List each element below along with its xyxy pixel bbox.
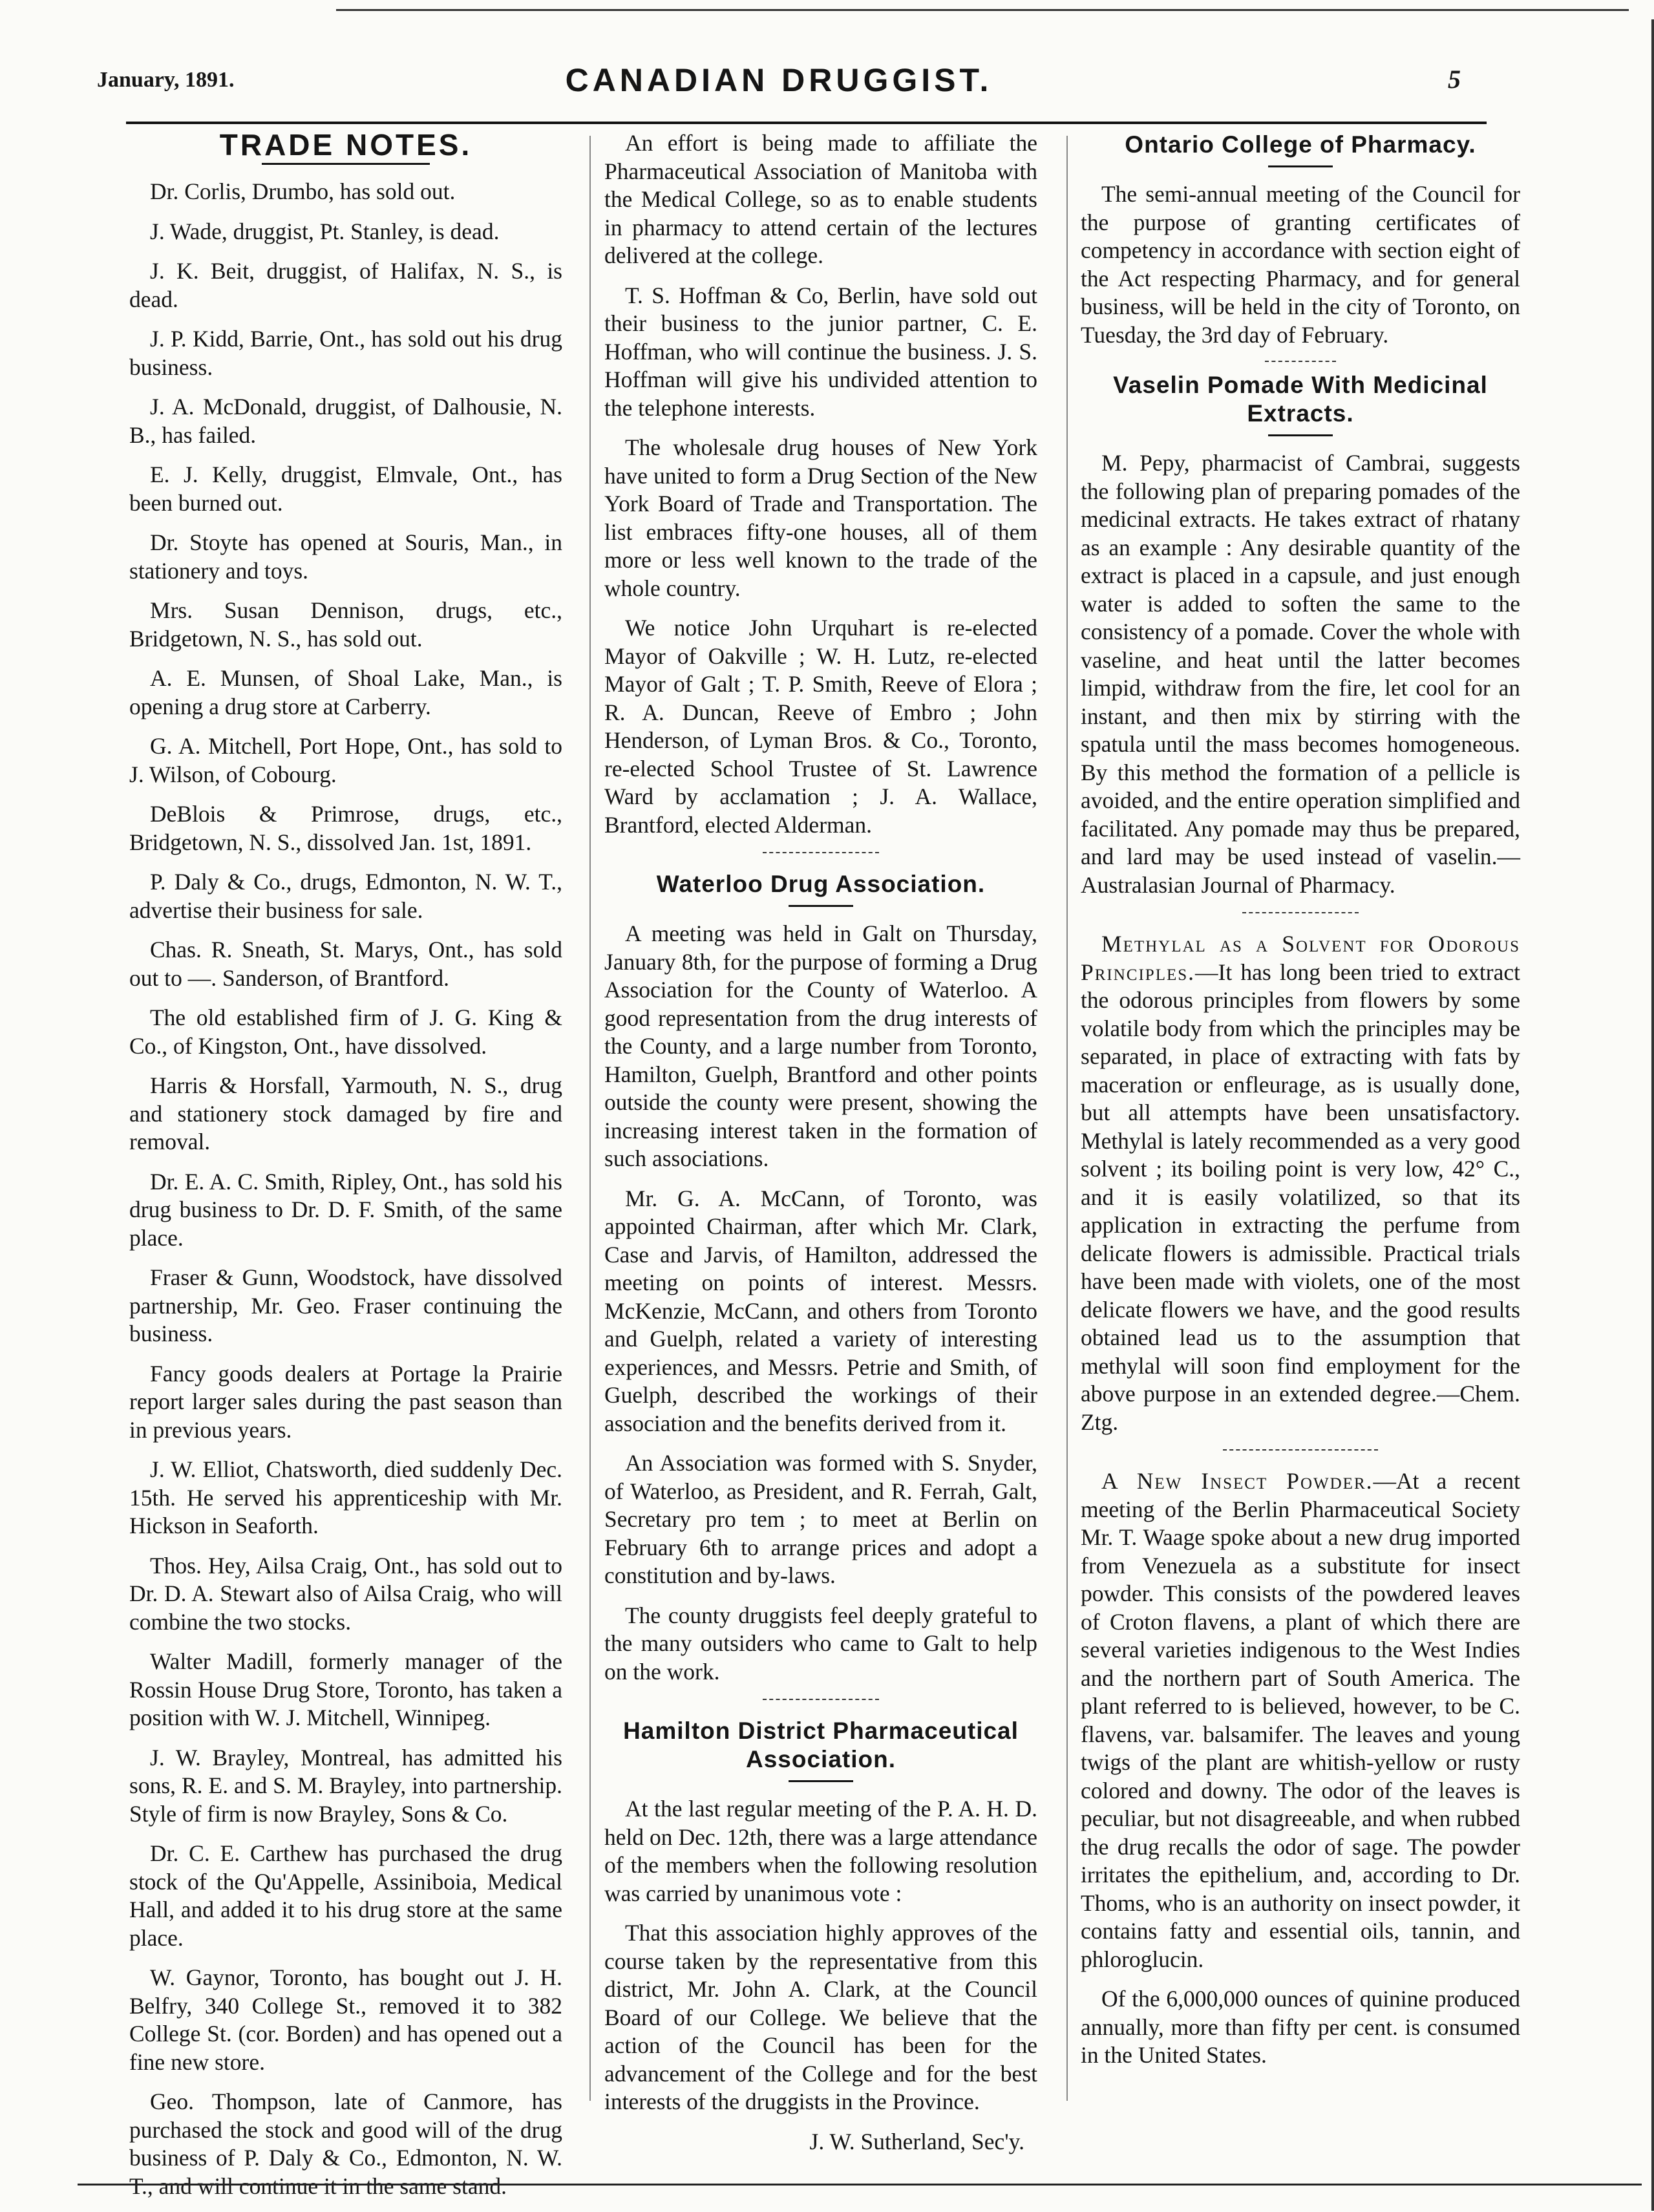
trade-notes-heading: TRADE NOTES. — [219, 128, 472, 162]
trade-note: Fancy goods dealers at Portage la Prairie report larger sales during the past season than in previous years. — [129, 1360, 562, 1443]
waterloo-paragraph: The county druggists feel deeply grateful to the many outsiders who came to Galt to help on the work. — [604, 1602, 1037, 1685]
trade-note: J. P. Kidd, Barrie, Ont., has sold out his drug business. — [129, 326, 562, 380]
news-paragraph: The wholesale drug houses of New York have united to form a Drug Section of the New York Board of Trade and Transportation. The list embraces fifty-one houses, all of them more or less well known to the trade of the whole country. — [604, 434, 1037, 601]
waterloo-heading: Waterloo Drug Association. — [656, 871, 986, 897]
section-separator — [1223, 1449, 1378, 1451]
trade-note: Chas. R. Sneath, St. Marys, Ont., has sold out to —. Sanderson, of Brantford. — [129, 937, 562, 991]
insect-powder-title: A New Insect Powder. — [1101, 1468, 1373, 1494]
trade-note: Dr. Stoyte has opened at Souris, Man., in stationery and toys. — [129, 529, 562, 584]
methylal-title: Methylal as a Solvent for Odorous Principles. — [1081, 931, 1520, 985]
column-divider — [589, 136, 591, 2101]
section-separator — [1265, 361, 1336, 362]
insect-powder-body: —At a recent meeting of the Berlin Pharmaceutical Society Mr. T. Waage spoke about a new drug imported from Venezuela as a substitute for insect powder. This consists of the powdered leaves of Croton flavens, a plant of which there are several varieties indigenous to the West Indies and the northern part of South America. The plant referred to is believed, however, to be C. flavens, var. balsamifer. The leaves and young twigs of the plant are whitish-yellow or rusty colored and downy. The odor of the leaves is peculiar, but not disagreeable, and when rubbed the drug recalls the odor of sage. The powder irritates the epithelium, and, according to Dr. Thoms, who is an authority on insect powder, it contains fatty and essential oils, tannin, and phloroglucin. — [1081, 1468, 1520, 1972]
hamilton-heading: Hamilton District Pharmaceutical Association. — [623, 1717, 1019, 1772]
news-paragraph: We notice John Urquhart is re-elected Mayor of Oakville ; W. H. Lutz, re-elected Mayor of Galt ; T. P. Smith, Reeve of Elora ; R. A. Duncan, Reeve of Embro ; John Henderson, of Lyman Bros. & Co., Toronto, re-elected School Trustee of St. Lawrence Ward by acclamation ; J. A. Wallace, Brantford, elected Alderman. — [604, 615, 1037, 838]
column-trade-notes — [129, 129, 562, 2212]
trade-note: A. E. Munsen, of Shoal Lake, Man., is opening a drug store at Carberry. — [129, 665, 562, 719]
trade-note: The old established firm of J. G. King & Co., of Kingston, Ont., have dissolved. — [129, 1005, 562, 1059]
news-paragraph: T. S. Hoffman & Co, Berlin, have sold out their business to the junior partner, C. E. Hoffman, who will continue the business. J. S. Hoffman will give his undivided attention to the telephone interests. — [604, 282, 1037, 421]
scan-bottom-edge — [78, 2184, 1642, 2185]
trade-note: Dr. C. E. Carthew has purchased the drug stock of the Qu'Appelle, Assiniboia, Medical Hall, and added it to his drug store at the same place. — [129, 1840, 562, 1951]
heading-rule — [789, 905, 853, 907]
hamilton-paragraph: At the last regular meeting of the P. A. H. D. held on Dec. 12th, there was a large attendance of the members when the following resolution was carried by unanimous vote : — [604, 1796, 1037, 1906]
column-middle — [604, 129, 1037, 2167]
header-rule — [126, 122, 1487, 124]
trade-note: J. A. McDonald, druggist, of Dalhousie, N. B., has failed. — [129, 394, 562, 448]
page-header — [97, 61, 1461, 120]
waterloo-paragraph: Mr. G. A. McCann, of Toronto, was appointed Chairman, after which Mr. Clark, Case and Jarvis, of Hamilton, addressed the meeting on points of interest. Messrs. McKenzie, McCann, and others from Toronto and Guelph, related a variety of interesting experiences, and Messrs. Petrie and Smith, of Guelph, described the workings of their association and the benefits derived from it. — [604, 1185, 1037, 1436]
trade-note: Geo. Thompson, late of Canmore, has purchased the stock and good will of the drug business of P. Daly & Co., Edmonton, N. W. T., and will continue it in the same stand. — [129, 2089, 562, 2199]
section-separator — [763, 852, 879, 853]
heading-rule — [262, 163, 430, 165]
trade-note: Fraser & Gunn, Woodstock, have dissolved partnership, Mr. Geo. Fraser continuing the business. — [129, 1264, 562, 1346]
column-divider — [1066, 136, 1068, 2101]
scan-right-edge — [1651, 19, 1654, 2211]
header-date: January, 1891. — [97, 68, 235, 92]
heading-rule — [1268, 165, 1333, 167]
trade-note: Thos. Hey, Ailsa Craig, Ont., has sold out to Dr. D. A. Stewart also of Ailsa Craig, who will combine the two stocks. — [129, 1552, 562, 1635]
methylal-paragraph — [1081, 930, 1520, 1436]
column-right — [1081, 129, 1520, 2081]
hamilton-signature: J. W. Sutherland, Sec'y. — [809, 2128, 1024, 2154]
trade-note: Harris & Horsfall, Yarmouth, N. S., drug and stationery stock damaged by fire and removal. — [129, 1072, 562, 1154]
waterloo-paragraph: An Association was formed with S. Snyder, of Waterloo, as President, and R. Ferrah, Galt, Secretary pro tem ; to meet at Berlin on February 6th to arrange prices and adopt a constitution and by-laws. — [604, 1450, 1037, 1588]
trade-note: Mrs. Susan Dennison, drugs, etc., Bridgetown, N. S., has sold out. — [129, 597, 562, 652]
hamilton-paragraph: That this association highly approves of the course taken by the representative from this district, Mr. John A. Clark, at the Council Board of our College. We believe that the action of the Council has been for the advancement of the College and for the best interests of the druggists in the Province. — [604, 1920, 1037, 2114]
trade-note: J. Wade, druggist, Pt. Stanley, is dead. — [150, 218, 500, 244]
ontario-college-heading: Ontario College of Pharmacy. — [1125, 131, 1476, 158]
trade-note: G. A. Mitchell, Port Hope, Ont., has sold to J. Wilson, of Cobourg. — [129, 733, 562, 787]
trade-note: J. W. Brayley, Montreal, has admitted his sons, R. E. and S. M. Brayley, into partnership. Style of firm is now Brayley, Sons & Co. — [129, 1744, 562, 1827]
section-separator — [1242, 912, 1359, 913]
heading-rule — [1268, 434, 1333, 436]
methylal-body: —It has long been tried to extract the odorous principles from flowers by some volatile body from which the principles may be separated, in place of extracting with fats by maceration or enfleurage, as is usually done, but all attempts have been unsatisfactory. Methylal is lately recommended as a very good solvent ; its boiling point is very low, 42° C., and it is easily volatilized, so that its application in extracting the perfume from delicate flowers is admissible. Practical trials have been made with violets, one of the most delicate flowers we have, and the good results obtained lead us to the assumption that methylal will soon find employment for the above purpose in an extended degree.—Chem. Ztg. — [1081, 959, 1520, 1435]
waterloo-paragraph: A meeting was held in Galt on Thursday, January 8th, for the purpose of forming a Drug Association for the County of Waterloo. A good representation from the drug interests of the County, and a large number from Toronto, Hamilton, Guelph, Brantford and other points outside the county were present, showing the increasing interest taken in the formation of such associations. — [604, 920, 1037, 1171]
header-title: CANADIAN DRUGGIST. — [565, 62, 993, 98]
section-separator — [763, 1699, 879, 1700]
trade-note: E. J. Kelly, druggist, Elmvale, Ont., has been burned out. — [129, 462, 562, 516]
trade-note: DeBlois & Primrose, drugs, etc., Bridgetown, N. S., dissolved Jan. 1st, 1891. — [129, 801, 562, 855]
insect-powder-paragraph — [1081, 1467, 1520, 1973]
scan-top-edge — [336, 9, 1629, 11]
trade-note: J. W. Elliot, Chatsworth, died suddenly Dec. 15th. He served his apprenticeship with Mr. Hickson in Seaforth. — [129, 1456, 562, 1538]
news-paragraph: An effort is being made to affiliate the Pharmaceutical Association of Manitoba with the Medical College, so as to enable students in pharmacy to attend certain of the lectures delivered at the college. — [604, 130, 1037, 268]
heading-rule — [789, 1780, 853, 1782]
ontario-paragraph: The semi-annual meeting of the Council for the purpose of granting certificates of competency in accordance with section eight of the Act respecting Pharmacy, and for general business, will be held in the city of Toronto, on Tuesday, the 3rd day of February. — [1081, 181, 1520, 348]
trade-note: Walter Madill, formerly manager of the Rossin House Drug Store, Toronto, has taken a position with W. J. Mitchell, Winnipeg. — [129, 1648, 562, 1730]
trade-note: J. K. Beit, druggist, of Halifax, N. S., is dead. — [129, 258, 562, 312]
quinine-paragraph: Of the 6,000,000 ounces of quinine produced annually, more than fifty per cent. is consumed in the United States. — [1081, 1986, 1520, 2068]
vaselin-paragraph: M. Pepy, pharmacist of Cambrai, suggests the following plan of preparing pomades of the medicinal extracts. He takes extract of rhatany as an example : Any desirable quantity of the extract is placed in a capsule, and just enough water is added to soften the same to the consistency of a pomade. Cover the whole with vaseline, and heat until the latter becomes limpid, withdraw from the fire, let cool for an instant, and then mix by stirring with the spatula until the mass becomes homogeneous. By this method the formation of a pellicle is avoided, and the entire operation simplified and facilitated. Any pomade may thus be prepared, and lard may be used instead of vaselin.—Australasian Journal of Pharmacy. — [1081, 450, 1520, 898]
trade-note: Dr. Corlis, Drumbo, has sold out. — [150, 178, 456, 204]
trade-note: P. Daly & Co., drugs, Edmonton, N. W. T., advertise their business for sale. — [129, 869, 562, 923]
vaselin-heading: Vaselin Pomade With Medicinal Extracts. — [1113, 372, 1488, 427]
trade-note: W. Gaynor, Toronto, has bought out J. H. Belfry, 340 College St., removed it to 382 College St. (cor. Borden) and has opened out a fine new store. — [129, 1964, 562, 2075]
trade-note: Dr. E. A. C. Smith, Ripley, Ont., has sold his drug business to Dr. D. F. Smith, of the same place. — [129, 1168, 562, 1251]
header-page-number: 5 — [1448, 65, 1461, 94]
